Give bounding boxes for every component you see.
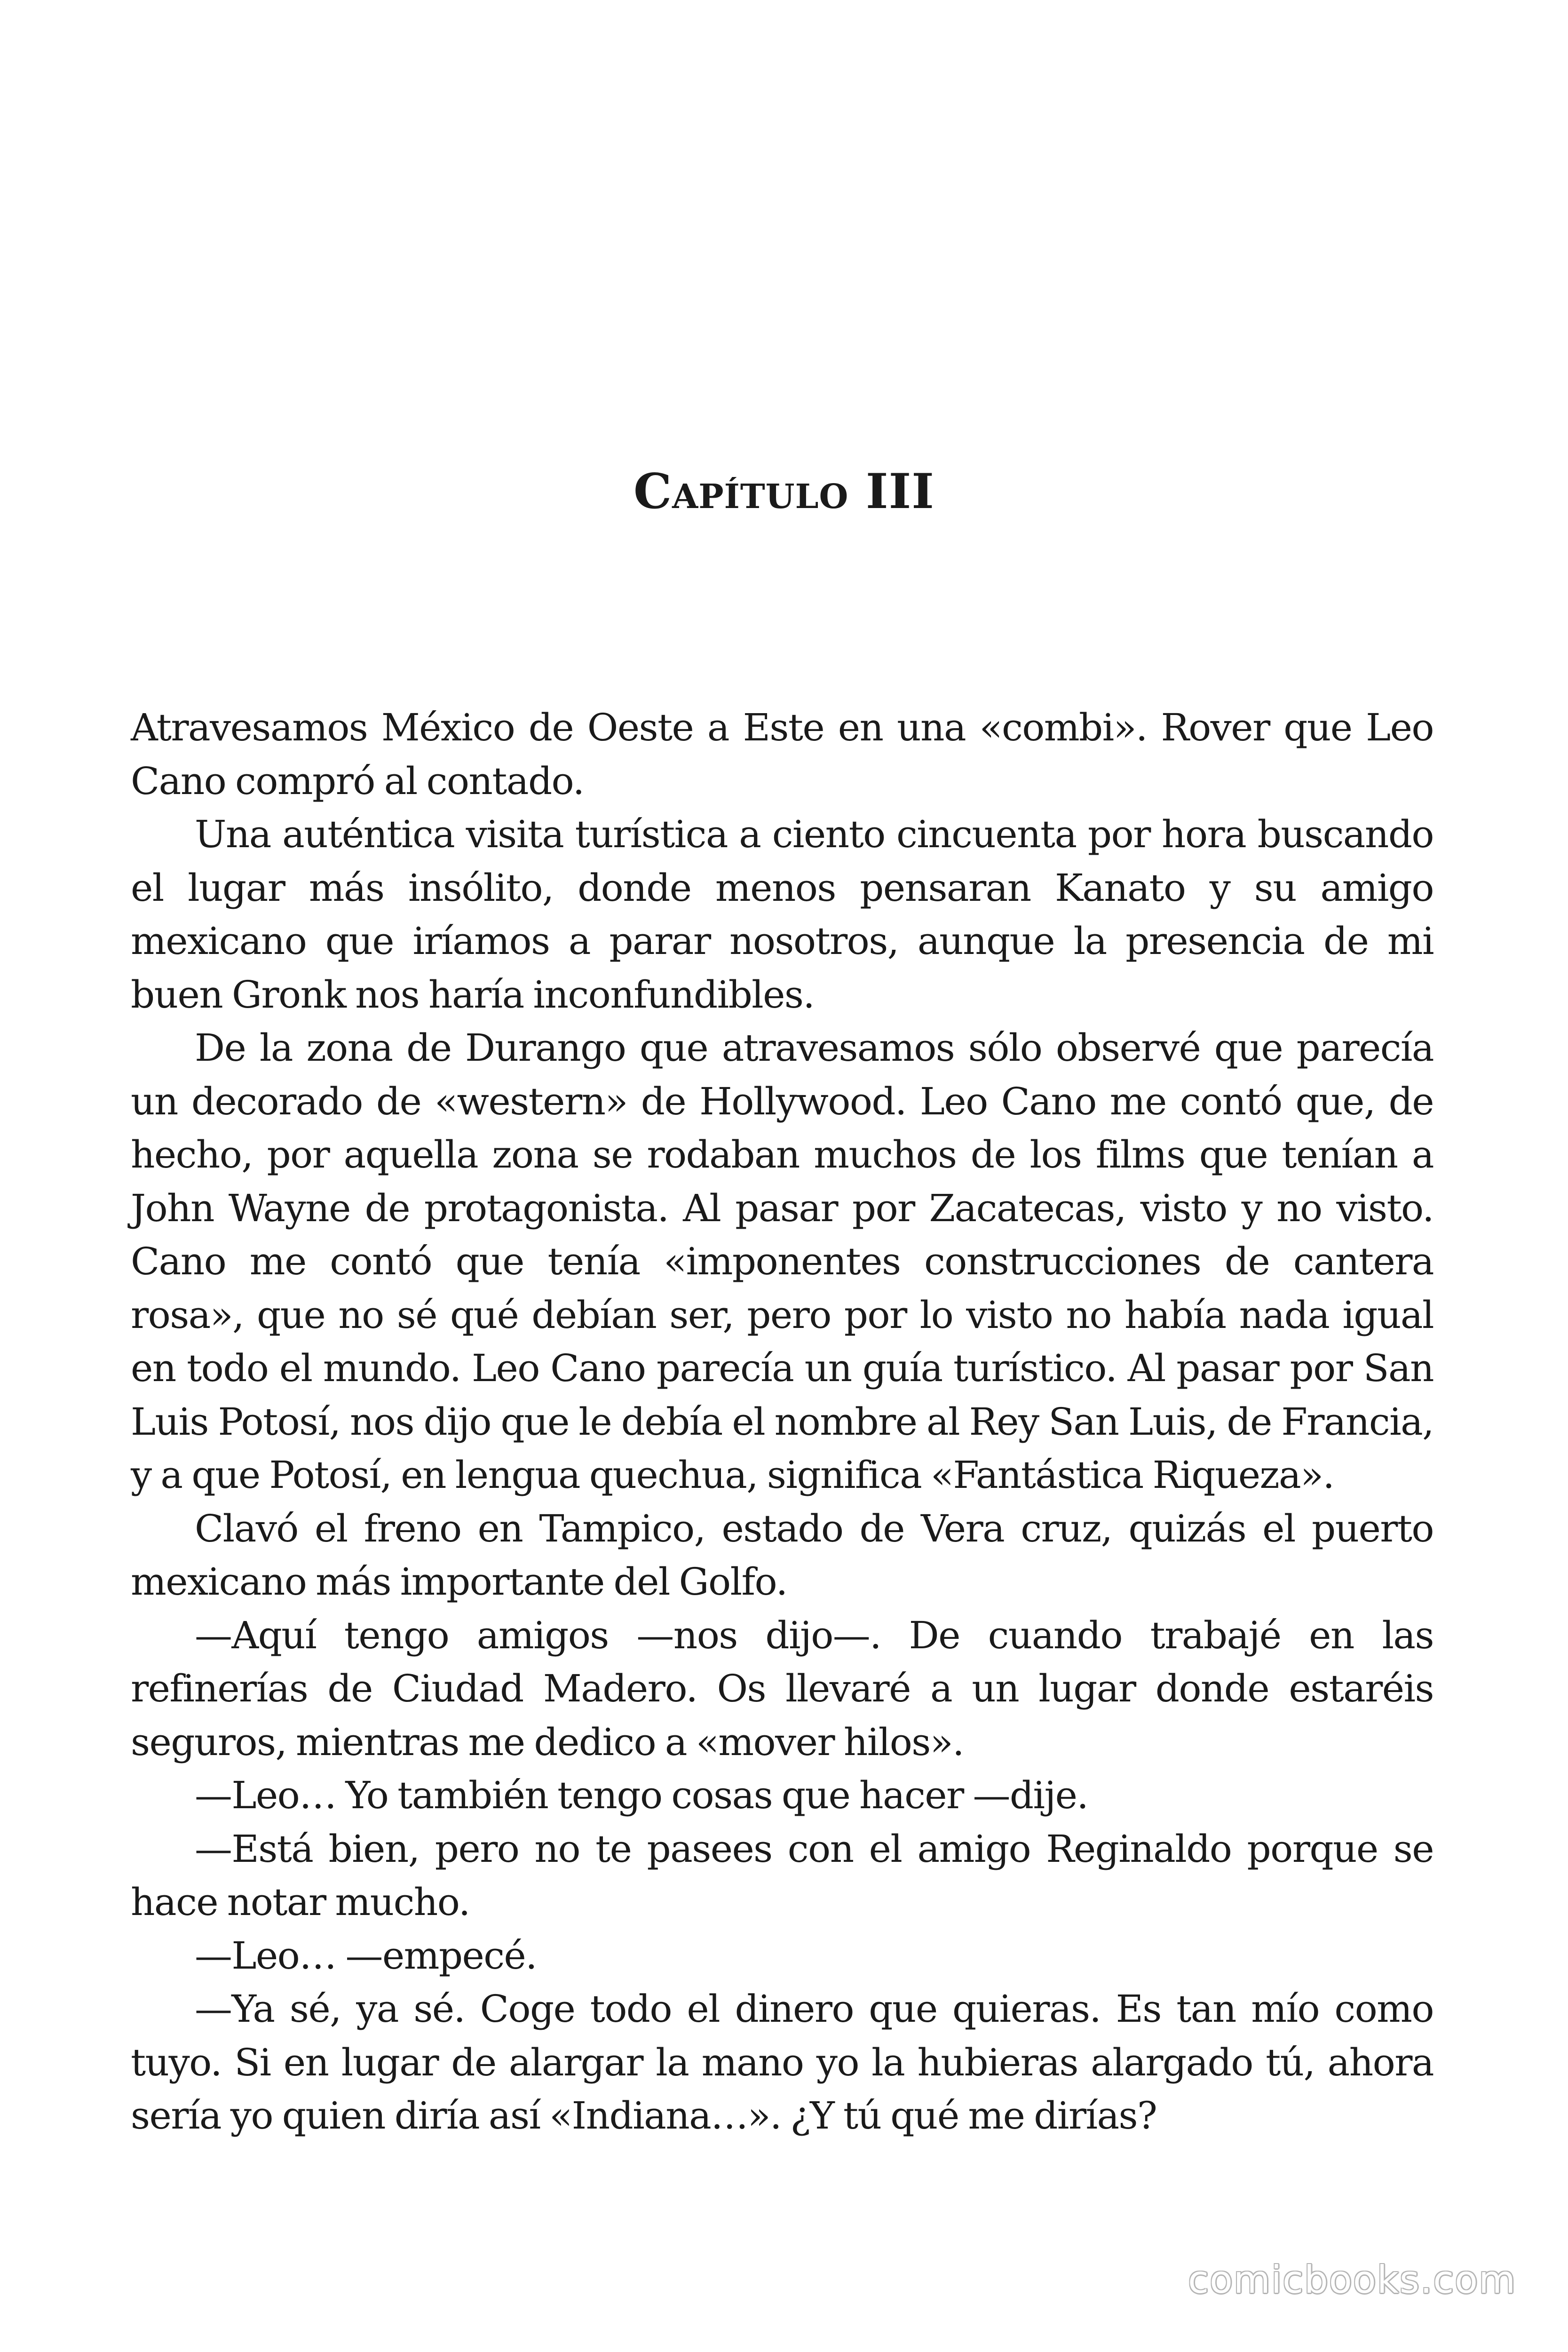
watermark: comicbooks.com bbox=[1188, 2258, 1516, 2302]
dialogue-paragraph: —Leo… Yo también tengo cosas que hacer —dije. bbox=[195, 1773, 1088, 1817]
chapter-title: Capítulo III bbox=[633, 463, 935, 520]
dialogue-paragraph: —Leo… —empecé. bbox=[195, 1933, 537, 1978]
dialogue-paragraph: —Está bien, pero no te pasees con el amigo Reginaldo porque se hace notar mucho. bbox=[131, 1827, 1433, 1924]
paragraph: De la zona de Durango que atravesamos sólo observé que parecía un decorado de «western» de Hollywood. Leo Cano me contó que, de hecho, por aquella zona se rodaban muchos de los films que tenían a John Wayne de protagonista. Al pasar por Zacatecas, visto y no visto. Cano me contó que tenía «imponentes construcciones de cantera rosa», que no sé qué debían ser, pero por lo visto no había nada igual en todo el mundo. Leo Cano parecía un guía turístico. Al pasar por San Luis Potosí, nos dijo que le debía el nombre al Rey San Luis, de Francia, y a que Potosí, en lengua quechua, significa «Fantástica Riqueza». bbox=[131, 1026, 1433, 1497]
chapter-body bbox=[131, 701, 1433, 2143]
paragraph: Atravesamos México de Oeste a Este en una «combi». Rover que Leo Cano compró al contado. bbox=[131, 706, 1433, 803]
dialogue-paragraph: —Aquí tengo amigos —nos dijo—. De cuando trabajé en las refinerías de Ciudad Madero. Os llevaré a un lugar donde estaréis seguros, mientras me dedico a «mover hilos». bbox=[131, 1613, 1433, 1764]
paragraph: Clavó el freno en Tampico, estado de Vera cruz, quizás el puerto mexicano más importante del Golfo. bbox=[131, 1506, 1433, 1604]
dialogue-paragraph: —Ya sé, ya sé. Coge todo el dinero que quieras. Es tan mío como tuyo. Si en lugar de alargar la mano yo la hubieras alargado tú, ahora sería yo quien diría así «Indiana…». ¿Y tú qué me dirías? bbox=[131, 1987, 1433, 2137]
paragraph: Una auténtica visita turística a ciento cincuenta por hora buscando el lugar más insólito, donde menos pensaran Kanato y su amigo mexicano que iríamos a parar nosotros, aunque la presencia de mi buen Gronk nos haría inconfundibles. bbox=[131, 812, 1433, 1017]
